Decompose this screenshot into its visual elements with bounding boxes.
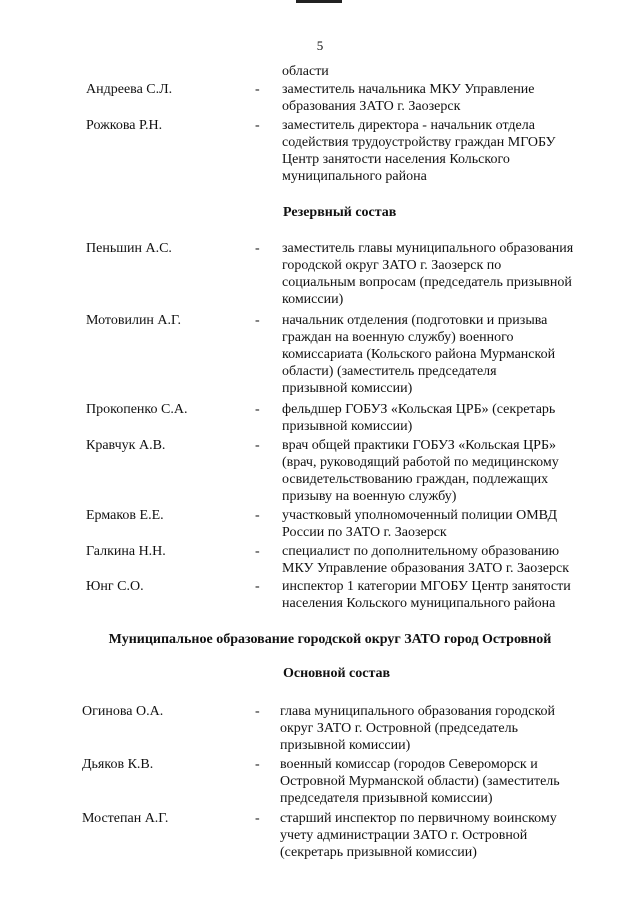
member-name: Мотовилин А.Г. <box>86 313 182 328</box>
member-role <box>282 578 602 612</box>
member-role <box>282 240 602 308</box>
role-line: председателя призывной комиссии) <box>280 791 493 806</box>
member-role <box>280 703 600 754</box>
role-line: участковый уполномоченный полиции ОМВД <box>282 508 558 523</box>
role-line: учету администрации ЗАТО г. Островной <box>280 828 528 843</box>
role-line: социальным вопросам (председатель призывной <box>282 275 572 290</box>
role-line: военный комиссар (городов Североморск и <box>280 757 538 772</box>
member-role <box>282 543 602 577</box>
member-name: Рожкова Р.Н. <box>86 118 163 133</box>
role-line: Островной Мурманской области) (заместитель <box>280 774 560 789</box>
member-name: Ермаков Е.Е. <box>86 508 164 523</box>
member-role <box>282 81 602 115</box>
reserve-heading: Резервный состав <box>283 205 397 220</box>
member-role <box>280 756 600 807</box>
dash: - <box>255 811 260 826</box>
dash: - <box>255 241 260 256</box>
role-line: населения Кольского муниципального района <box>282 596 556 611</box>
role-line: фельдшер ГОБУЗ «Кольская ЦРБ» (секретарь <box>282 402 556 417</box>
member-role <box>282 117 602 185</box>
continuation-text: области <box>282 64 329 79</box>
member-name: Галкина Н.Н. <box>86 544 166 559</box>
member-role <box>282 312 602 397</box>
role-line: глава муниципального образования городской <box>280 704 556 719</box>
role-line: врач общей практики ГОБУЗ «Кольская ЦРБ» <box>282 438 557 453</box>
role-line: округ ЗАТО г. Островной (председатель <box>280 721 518 736</box>
member-role <box>282 507 602 541</box>
member-role <box>282 437 602 505</box>
role-line: области) (заместитель председателя <box>282 364 497 379</box>
dash: - <box>255 402 260 417</box>
member-role <box>280 810 600 861</box>
role-line: городской округ ЗАТО г. Заозерск по <box>282 258 502 273</box>
role-line: (врач, руководящий работой по медицинскому <box>282 455 559 470</box>
dash: - <box>255 438 260 453</box>
dash: - <box>255 544 260 559</box>
role-line: содействия трудоустройству граждан МГОБУ <box>282 135 556 150</box>
member-name: Огинова О.А. <box>82 704 164 719</box>
role-line: комиссариата (Кольского района Мурманской <box>282 347 556 362</box>
role-line: образования ЗАТО г. Заозерск <box>282 99 461 114</box>
role-line: муниципального района <box>282 169 427 184</box>
dash: - <box>255 704 260 719</box>
role-line: призывной комиссии) <box>282 419 413 434</box>
role-line: призывной комиссии) <box>282 381 413 396</box>
role-line: освидетельствованию граждан, подлежащих <box>282 472 549 487</box>
role-line: заместитель главы муниципального образования <box>282 241 574 256</box>
member-name: Дьяков К.В. <box>82 757 154 772</box>
role-line: Центр занятости населения Кольского <box>282 152 510 167</box>
main-heading: Основной состав <box>283 666 391 681</box>
role-line: России по ЗАТО г. Заозерск <box>282 525 447 540</box>
dash: - <box>255 82 260 97</box>
role-line: МКУ Управление образования ЗАТО г. Заозерск <box>282 561 569 576</box>
dash: - <box>255 313 260 328</box>
dash: - <box>255 579 260 594</box>
page-number: 5 <box>316 38 324 53</box>
role-line: старший инспектор по первичному воинскому <box>280 811 557 826</box>
member-name: Пеньшин А.С. <box>86 241 172 256</box>
municipality-heading: Муниципальное образование городской округ ЗАТО город Островной <box>108 632 552 647</box>
role-line: призыву на военную службу) <box>282 489 457 504</box>
role-line: инспектор 1 категории МГОБУ Центр занятости <box>282 579 571 594</box>
role-line: заместитель начальника МКУ Управление <box>282 82 535 97</box>
member-role <box>282 401 602 435</box>
role-line: начальник отделения (подготовки и призыва <box>282 313 548 328</box>
member-name: Юнг С.О. <box>86 579 144 594</box>
role-line: комиссии) <box>282 292 344 307</box>
role-line: призывной комиссии) <box>280 738 411 753</box>
dash: - <box>255 757 260 772</box>
member-name: Кравчук А.В. <box>86 438 166 453</box>
dash: - <box>255 118 260 133</box>
role-line: граждан на военную службу) военного <box>282 330 514 345</box>
role-line: заместитель директора - начальник отдела <box>282 118 535 133</box>
member-name: Андреева С.Л. <box>86 82 173 97</box>
role-line: (секретарь призывной комиссии) <box>280 845 477 860</box>
dash: - <box>255 508 260 523</box>
role-line: специалист по дополнительному образованию <box>282 544 560 559</box>
member-name: Прокопенко С.А. <box>86 402 188 417</box>
member-name: Мостепан А.Г. <box>82 811 169 826</box>
